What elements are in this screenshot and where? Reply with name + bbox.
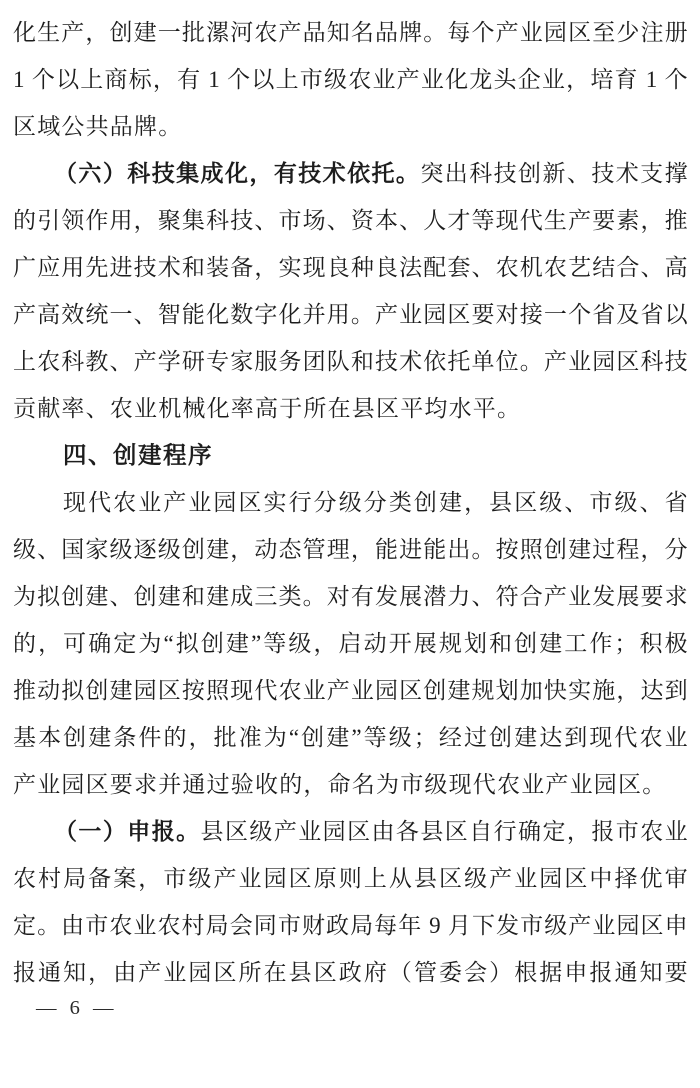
text-run: 县区级产业园区由各县区自行确定，报市农业 [200, 819, 688, 844]
document-body [13, 9, 688, 996]
text-line: 区域公共品牌。 [13, 114, 183, 139]
section-heading-4: 四、创建程序 [63, 442, 213, 468]
text-line: 贡献率、农业机械化率高于所在县区平均水平。 [13, 396, 522, 421]
text-line: 化生产，创建一批漯河农产品知名品牌。每个产业园区至少注册 [13, 20, 688, 45]
text-line: 级、国家级逐级创建，动态管理，能进能出。按照创建过程，分 [13, 537, 688, 562]
page-number: — 6 — [36, 997, 118, 1019]
text-line: 产高效统一、智能化数字化并用。产业园区要对接一个省及省以 [13, 302, 688, 327]
clause-1-first-line [13, 808, 688, 855]
text-line: 产业园区要求并通过验收的，命名为市级现代农业产业园区。 [13, 772, 667, 797]
text-line: 报通知，由产业园区所在县区政府（管委会）根据申报通知要 [13, 960, 688, 985]
text-line: 推动拟创建园区按照现代农业产业园区创建规划加快实施，达到 [13, 678, 688, 703]
text-line: 农村局备案，市级产业园区原则上从县区级产业园区中择优审 [13, 866, 688, 891]
text-line: 的，可确定为“拟创建”等级，启动开展规划和创建工作；积极 [13, 631, 688, 656]
clause-6-first-line [13, 150, 688, 197]
text-line: 1 个以上商标，有 1 个以上市级农业产业化龙头企业，培育 1 个 [13, 67, 688, 92]
clause-1-label: （一）申报。 [54, 819, 201, 844]
text-line: 定。由市农业农村局会同市财政局每年 9 月下发市级产业园区申 [13, 913, 688, 938]
text-line: 的引领作用，聚集科技、市场、资本、人才等现代生产要素，推 [13, 208, 688, 233]
text-line: 基本创建条件的，批准为“创建”等级；经过创建达到现代农业 [13, 725, 688, 750]
clause-6-label: （六）科技集成化，有技术依托。 [54, 161, 421, 186]
text-line: 现代农业产业园区实行分级分类创建，县区级、市级、省 [63, 490, 688, 515]
text-run: 突出科技创新、技术支撑 [420, 161, 688, 186]
text-line: 广应用先进技术和装备，实现良种良法配套、农机农艺结合、高 [13, 255, 688, 280]
text-line: 为拟创建、创建和建成三类。对有发展潜力、符合产业发展要求 [13, 584, 688, 609]
text-line: 上农科教、产学研专家服务团队和技术依托单位。产业园区科技 [13, 349, 688, 374]
